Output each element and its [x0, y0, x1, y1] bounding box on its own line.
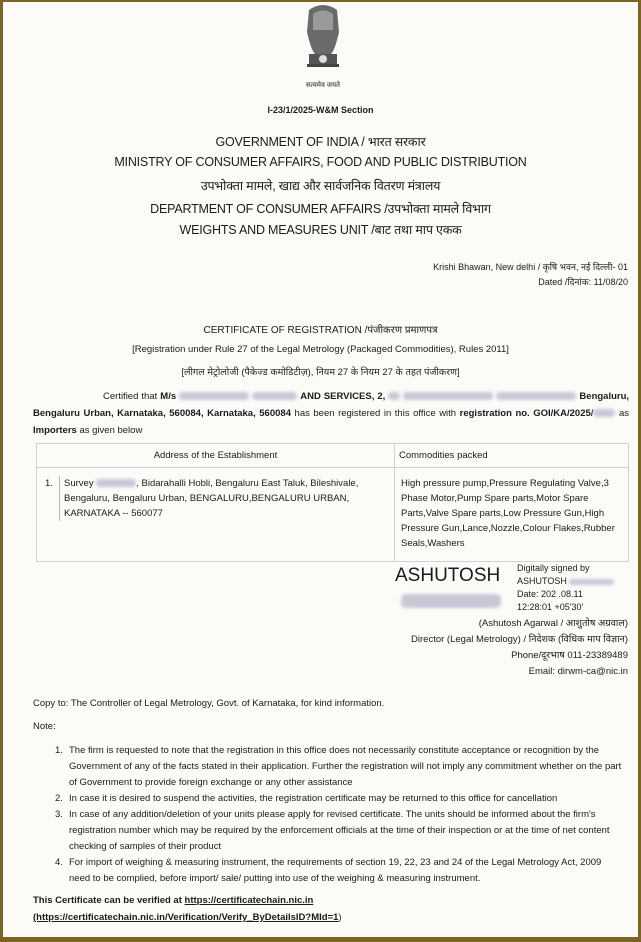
- copy-to: Copy to: The Controller of Legal Metrology, Govt. of Karnataka, for kind information.: [33, 698, 385, 709]
- header-address: Address of the Establishment: [37, 444, 395, 468]
- header-government: GOVERNMENT OF INDIA / भारत सरकार: [215, 135, 426, 149]
- signatory-details: (Ashutosh Agarwal / आशुतोष अग्रवाल) Director (Legal Metrology) / निदेशक (विधिक माप विज्ञान) Phone/दूरभाष 011-23389489 Email: dirwm-ca@nic.in: [411, 618, 628, 677]
- place: Krishi Bhawan, New delhi / कृषि भवन, नई दिल्ली- 01: [433, 262, 628, 272]
- table-row: 1. Survey , Bidarahalli Hobli, Bengaluru East Taluk, Bileshivale, Bengaluru, Bengaluru Urban, BENGALURU,BENGALURU URBAN, KARNATAKA -- 560077 High pressure pump,Pressure Regulating Valve,3 Phase Motor,Pump Spare parts,Motor Spare Parts,Valve Spare parts,Low Pressure Gun,High Pressure Gun,Lance,Nozzle,Colour Flakes,Rubber Seals,Washers: [37, 468, 629, 562]
- list-item: 2. In case it is desired to suspend the activities, the registration certificate may be returned to this office for cancellation: [55, 793, 558, 804]
- national-emblem-icon: [295, 2, 351, 90]
- certificate-subtitle-hindi: [लीगल मेट्रोलोजी (पैकेज्ड कमोडिटीज़), नियम 27 के नियम 27 के तहत पंजीकरण]: [181, 367, 460, 378]
- verify-link[interactable]: https://certificatechain.nic.in: [184, 895, 314, 906]
- address-cell: Survey , Bidarahalli Hobli, Bengaluru East Taluk, Bileshivale, Bengaluru, Bengaluru Urban, BENGALURU,BENGALURU URBAN, KARNATAKA -- 560077: [59, 476, 364, 521]
- list-item: 4. For import of weighing & measuring instrument, the requirements of section 19, 22, 23 and 24 of the Legal Metrology Act, 2009 need to be complied, before import/ sale/ putting into use of the weighing & measuring instrument.: [55, 857, 602, 884]
- list-item: 3. In case of any addition/deletion of your units please apply for revised certificate. The units should be informed about the firm's registration number which may be required by the enforcement officials at the time of their inspection or at the time of net content checking of samples of their product: [55, 809, 610, 852]
- establishment-table: [36, 443, 629, 562]
- certificate-page: [3, 2, 638, 937]
- verify-details-link[interactable]: (https://certificatechain.nic.in/Verification/Verify_ByDetailsID?MId=1: [33, 912, 339, 923]
- list-item: 1. The firm is requested to note that the registration in this office does not necessarily constitute acceptance or recognition by the Government of any of the facts stated in their application. Further the registration will not imply any commitment whether on the part of Government to provide foreign exchange or any other assistance: [55, 745, 622, 788]
- certification-statement: Certified that M/s AND SERVICES, 2, Bengaluru, Bengaluru Urban, Karnataka, 560084, Karnataka, 560084 has been registered in this office with registration no. GOI/KA/2025/ as Importers as given below: [33, 391, 630, 436]
- signature-name: ASHUTOSH: [395, 565, 501, 586]
- header-department: DEPARTMENT OF CONSUMER AFFAIRS /उपभोक्ता मामले विभाग: [150, 202, 491, 216]
- header-ministry-hindi: उपभोक्ता मामले, खाद्य और सार्वजनिक वितरण मंत्रालय: [200, 179, 441, 193]
- verification-statement: This Certificate can be verified at https://certificatechain.nic.in (https://certificatechain.nic.in/Verification/Verify_ByDetailsID?MId=1): [33, 895, 342, 923]
- dated: Dated /दिनांक: 11/08/20: [538, 277, 628, 287]
- header-commodities: Commodities packed: [395, 444, 629, 468]
- digital-signature: Digitally signed by ASHUTOSH Date: 202 .08.11 12:28:01 +05'30': [517, 562, 614, 614]
- header-ministry: MINISTRY OF CONSUMER AFFAIRS, FOOD AND PUBLIC DISTRIBUTION: [114, 155, 527, 169]
- file-number: I-23/1/2025-W&M Section: [267, 105, 374, 115]
- header-unit: WEIGHTS AND MEASURES UNIT /बाट तथा माप एकक: [179, 223, 462, 237]
- certificate-title: CERTIFICATE OF REGISTRATION /पंजीकरण प्रमाणपत्र: [203, 325, 438, 336]
- emblem-motto: सत्यमेव जयते: [305, 82, 341, 89]
- commodities-cell: High pressure pump,Pressure Regulating Valve,3 Phase Motor,Pump Spare parts,Motor Spare Parts,Valve Spare parts,Low Pressure Gun,High Pressure Gun,Lance,Nozzle,Colour Flakes,Rubber Seals,Washers: [395, 468, 629, 562]
- notes-list: [55, 743, 623, 887]
- note-label: Note:: [33, 721, 56, 732]
- certificate-subtitle: [Registration under Rule 27 of the Legal Metrology (Packaged Commodities), Rules 2011]: [132, 344, 509, 355]
